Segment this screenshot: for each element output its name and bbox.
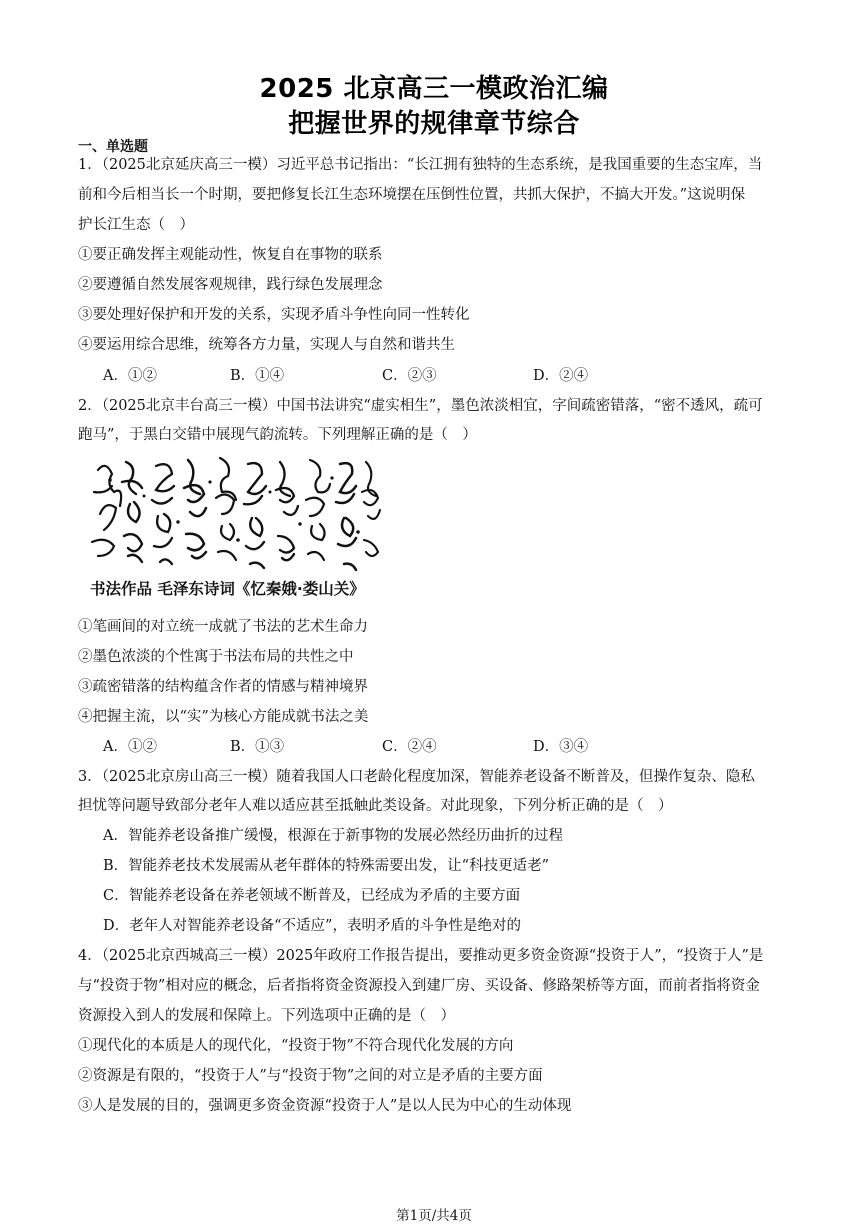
q3-option-a: A．智能养老设备推广缓慢，根源在于新事物的发展必然经历曲折的过程 xyxy=(103,828,563,844)
q1-stem-line-1: 1．（2025北京延庆高三一模）习近平总书记指出：“长江拥有独特的生态系统，是我国重要的生态宝库，当 xyxy=(78,157,763,173)
q3-option-b: B．智能养老技术发展需从老年群体的特殊需要出发，让“科技更适老” xyxy=(103,858,549,874)
q2-statement-1: ①笔画间的对立统一成就了书法的艺术生命力 xyxy=(78,619,368,635)
q1-stem-line-3: 护长江生态（ ） xyxy=(78,217,194,233)
q1-stem-line-2: 前和今后相当长一个时期，要把修复长江生态环境摆在压倒性位置，共抓大保护，不搞大开发。”这说明保 xyxy=(78,187,746,203)
q1-statement-2: ②要遵循自然发展客观规律，践行绿色发展理念 xyxy=(78,277,383,293)
q1-option-a: A．①② xyxy=(103,368,157,384)
q4-stem-line-1: 4．（2025北京西城高三一模）2025年政府工作报告提出，要推动更多资金资源“投资于人”，“投资于人”是 xyxy=(78,948,764,964)
q3-stem-line-1: 3．（2025北京房山高三一模）随着我国人口老龄化程度加深，智能养老设备不断普及，但操作复杂、隐私 xyxy=(78,769,755,785)
calligraphy-image xyxy=(86,452,386,576)
q3-option-d: D．老年人对智能养老设备“不适应”，表明矛盾的斗争性是绝对的 xyxy=(103,918,521,934)
calligraphy-caption: 书法作品 毛泽东诗词《忆秦娥·娄山关》 xyxy=(90,580,365,598)
q1-statement-3: ③要处理好保护和开发的关系，实现矛盾斗争性向同一性转化 xyxy=(78,307,470,323)
q1-statement-4: ④要运用综合思维，统筹各方力量，实现人与自然和谐共生 xyxy=(78,337,455,353)
q1-option-d: D．②④ xyxy=(533,368,589,384)
q2-stem-line-2: 跑马”，于黑白交错中展现气韵流转。下列理解正确的是（ ） xyxy=(78,427,477,443)
q2-statement-3: ③疏密错落的结构蕴含作者的情感与精神境界 xyxy=(78,679,368,695)
page-subtitle: 把握世界的规律章节综合 xyxy=(288,109,580,139)
section-heading: 一、单选题 xyxy=(78,139,148,155)
q4-statement-3: ③人是发展的目的，强调更多资金资源“投资于人”是以人民为中心的生动体现 xyxy=(78,1098,572,1114)
q2-stem-line-1: 2．（2025北京丰台高三一模）中国书法讲究“虚实相生”，墨色浓淡相宜，字间疏密错落，“密不透风，疏可 xyxy=(78,398,763,414)
q2-statement-2: ②墨色浓淡的个性寓于书法布局的共性之中 xyxy=(78,649,354,665)
q2-option-a: A．①② xyxy=(103,739,157,755)
q4-stem-line-2: 与“投资于物”相对应的概念，后者指将资金资源投入到建厂房、买设备、修路架桥等方面，而前者指将资金 xyxy=(78,978,760,994)
q3-option-c: C．智能养老设备在养老领域不断普及，已经成为矛盾的主要方面 xyxy=(103,888,521,904)
q1-option-c: C．②③ xyxy=(382,368,437,384)
q2-option-d: D．③④ xyxy=(533,739,589,755)
q4-statement-1: ①现代化的本质是人的现代化，“投资于物”不符合现代化发展的方向 xyxy=(78,1038,514,1054)
q1-option-b: B．①④ xyxy=(230,368,285,384)
q4-stem-line-3: 资源投入到人的发展和保障上。下列选项中正确的是（ ） xyxy=(78,1008,455,1024)
page-title: 2025 北京高三一模政治汇编 xyxy=(259,74,609,104)
q2-option-c: C．②④ xyxy=(382,739,437,755)
q3-stem-line-2: 担忧等问题导致部分老年人难以适应甚至抵触此类设备。对此现象，下列分析正确的是（ ） xyxy=(78,798,673,814)
q2-option-b: B．①③ xyxy=(230,739,285,755)
q1-statement-1: ①要正确发挥主观能动性，恢复自在事物的联系 xyxy=(78,247,383,263)
q2-statement-4: ④把握主流，以“实”为核心方能成就书法之美 xyxy=(78,709,369,725)
page-number: 第1页/共4页 xyxy=(396,1208,472,1224)
q4-statement-2: ②资源是有限的，“投资于人”与“投资于物”之间的对立是矛盾的主要方面 xyxy=(78,1068,543,1084)
